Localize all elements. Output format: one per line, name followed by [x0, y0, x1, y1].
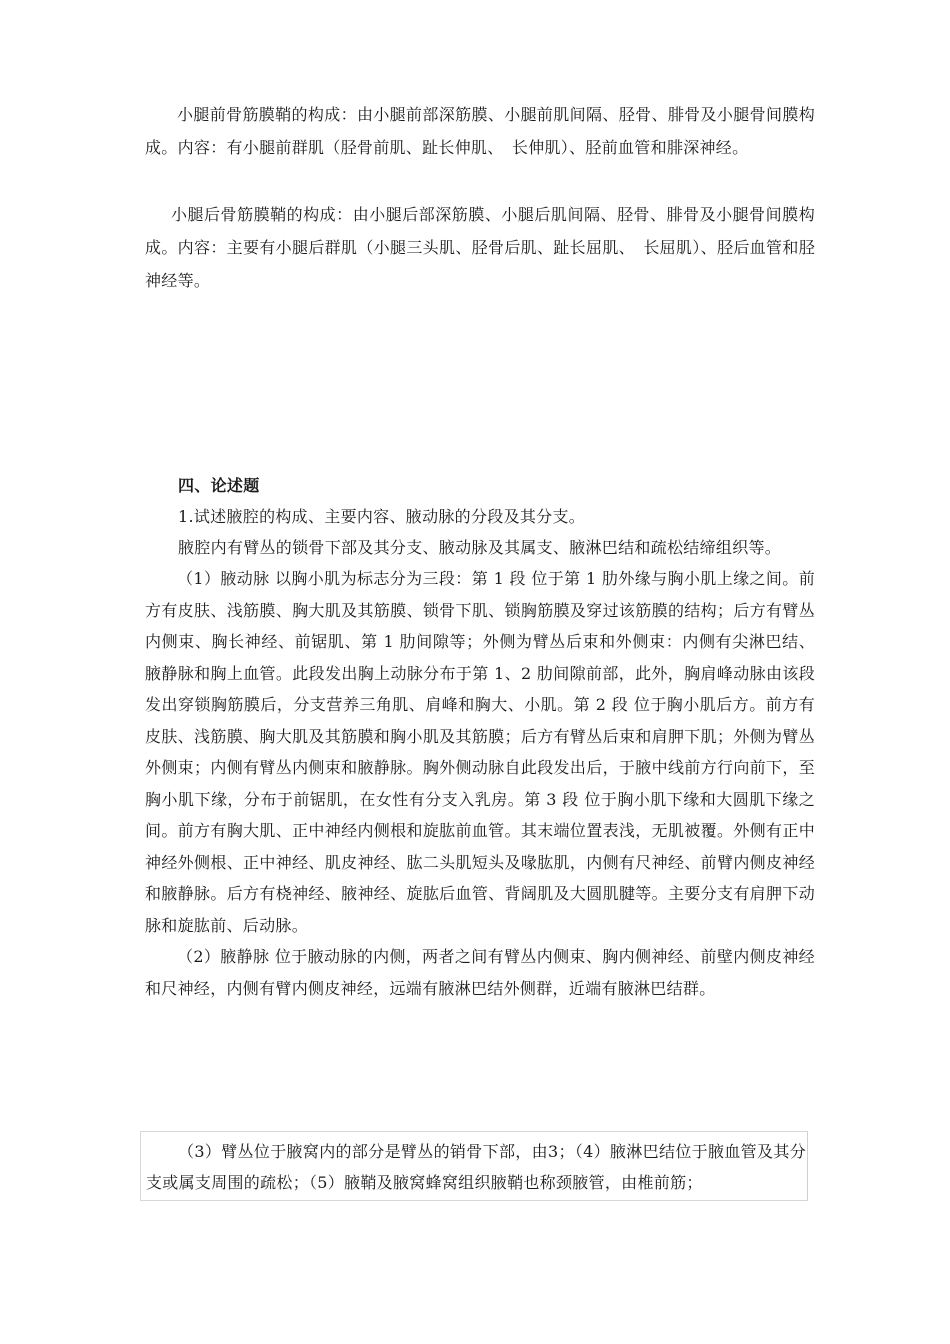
intro-paragraph: 腋腔内有臂丛的锁骨下部及其分支、腋动脉及其属支、腋淋巴结和疏松结缔组织等。: [178, 538, 782, 557]
anterior-compartment-paragraph: 小腿前骨筋膜鞘的构成：由小腿前部深筋膜、小腿前肌间隔、胫骨、腓骨及小腿骨间膜构成。内容：有小腿前群肌（胫骨前肌、趾长伸肌、 长伸肌）、胫前血管和腓深神经。: [145, 105, 815, 157]
axillary-artery-paragraph: （1）腋动脉 以胸小肌为标志分为三段：第 1 段 位于第 1 肋外缘与胸小肌上缘之间。前方有皮肤、浅筋膜、胸大肌及其筋膜、锁骨下肌、锁胸筋膜及穿过该筋膜的结构；后方有臂丛内侧束、胸长神经、前锯肌、第 1 肋间隙等；外侧为臂丛后束和外侧束：内侧有尖淋巴结、腋静脉和胸上血管。此段发出胸上动脉分布于第 1、2 肋间隙前部，此外，胸肩峰动脉由该段发出穿锁胸筋膜后，分支营养三角肌、肩峰和胸大、小肌。第 2 段 位于胸小肌后方。前方有皮肤、浅筋膜、胸大肌及其筋膜和胸小肌及其筋膜；后方有臂丛后束和肩胛下肌；外侧为臂丛外侧束；内侧有臂丛内侧束和腋静脉。胸外侧动脉自此段发出后，于腋中线前方行向前下，至胸小肌下缘，分布于前锯肌，在女性有分支入乳房。第 3 段 位于胸小肌下缘和大圆肌下缘之间。前方有胸大肌、正中神经内侧根和旋肱前血管。其末端位置表浅，无肌被覆。外侧有正中神经外侧根、正中神经、肌皮神经、肱二头肌短头及喙肱肌，内侧有尺神经、前臂内侧皮神经和腋静脉。后方有桡神经、腋神经、旋肱后血管、背阔肌及大圆肌腱等。主要分支有肩胛下动脉和旋肱前、后动脉。: [145, 569, 815, 935]
essay-section: [145, 470, 815, 1004]
posterior-compartment-section: [145, 198, 815, 297]
axillary-vein-paragraph: （2）腋静脉 位于腋动脉的内侧，两者之间有臂丛内侧束、胸内侧神经、前壁内侧皮神经和尺神经，内侧有臂内侧皮神经，远端有腋淋巴结外侧群，近端有腋淋巴结群。: [145, 947, 815, 998]
anterior-compartment-section: [145, 98, 815, 164]
question-text: 1.试述腋腔的构成、主要内容、腋动脉的分段及其分支。: [178, 507, 586, 526]
boxed-note-paragraph: （3）臂丛位于腋窝内的部分是臂丛的销骨下部，由3；（4）腋淋巴结位于腋血管及其分支或属支周围的疏松；（5）腋鞘及腋窝蜂窝组织腋鞘也称颈腋管，由椎前筋；: [146, 1142, 806, 1192]
boxed-note: [140, 1131, 808, 1201]
posterior-compartment-paragraph: 小腿后骨筋膜鞘的构成：由小腿后部深筋膜、小腿后肌间隔、胫骨、腓骨及小腿骨间膜构成。内容：主要有小腿后群肌（小腿三头肌、胫骨后肌、趾长屈肌、 长屈肌）、胫后血管和胫神经等。: [145, 205, 815, 290]
section-heading: 四、论述题: [178, 476, 260, 495]
